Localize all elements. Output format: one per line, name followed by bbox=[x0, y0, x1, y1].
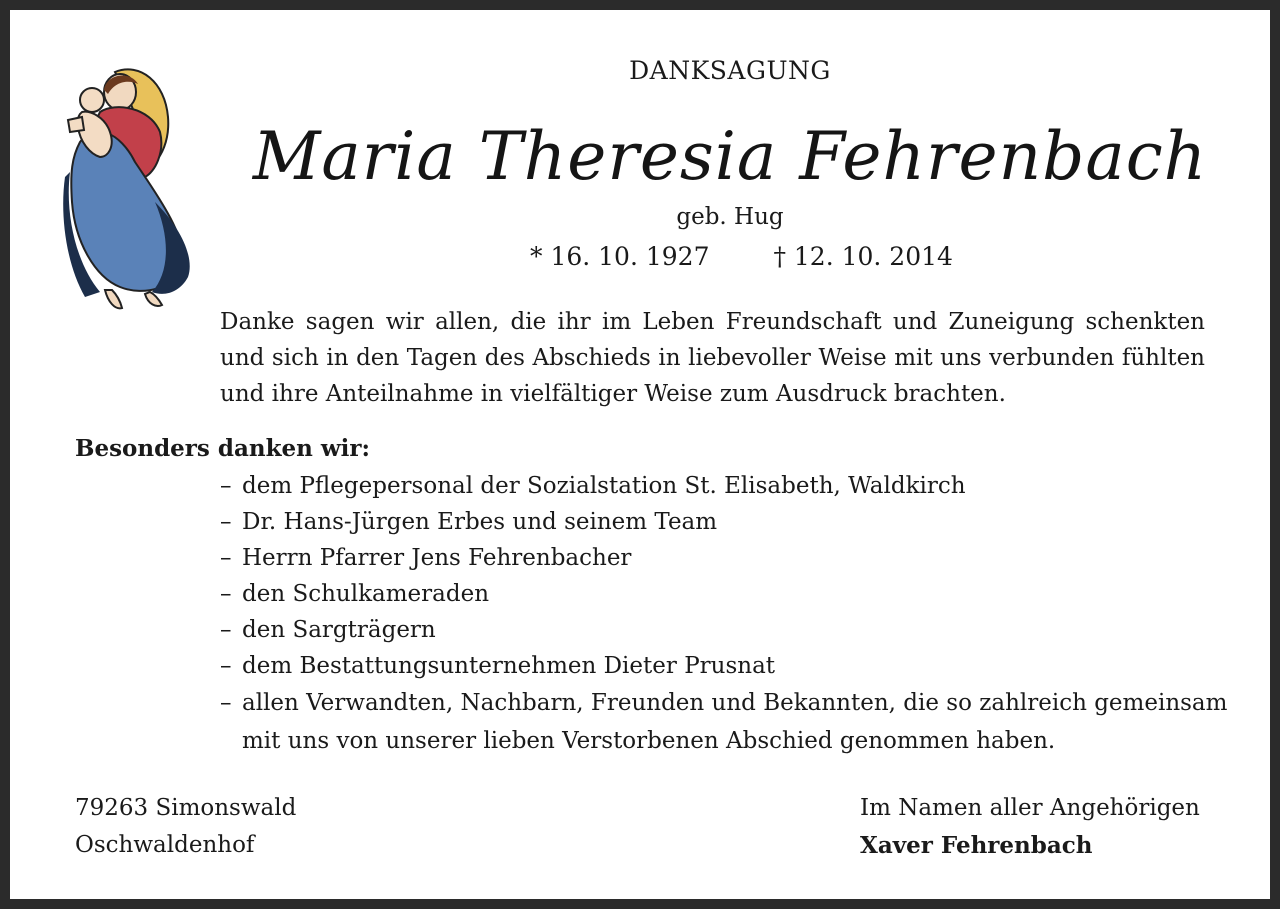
madonna-with-child-icon bbox=[60, 62, 200, 327]
list-item bbox=[220, 468, 1210, 504]
signer-name: Xaver Fehrenbach bbox=[860, 832, 1093, 859]
list-item-text: dem Pflegepersonal der Sozialstation St. Elisabeth, Waldkirch bbox=[242, 473, 966, 499]
list-item bbox=[220, 648, 1210, 684]
dash-marker: – bbox=[220, 581, 232, 607]
birth-name: geb. Hug bbox=[676, 204, 784, 230]
deceased-name: Maria Theresia Fehrenbach bbox=[252, 118, 1208, 195]
thanks-list bbox=[220, 468, 1228, 760]
dash-marker: – bbox=[220, 545, 232, 571]
intro-line: und sich in den Tagen des Abschieds in liebevoller Weise mit uns verbunden fühlten bbox=[220, 345, 1205, 371]
address-block bbox=[75, 790, 296, 864]
page-title: DANKSAGUNG bbox=[629, 56, 831, 85]
dash-marker: – bbox=[220, 617, 232, 643]
signature-line: Im Namen aller Angehörigen bbox=[860, 795, 1200, 821]
obituary-card bbox=[10, 10, 1270, 899]
birth-date: * 16. 10. 1927 bbox=[530, 242, 710, 271]
dash-marker: – bbox=[220, 653, 232, 679]
address-line: Oschwaldenhof bbox=[75, 832, 255, 858]
list-item-text: dem Bestattungsunternehmen Dieter Prusnat bbox=[242, 653, 776, 679]
list-item bbox=[220, 684, 1228, 760]
intro-line: und ihre Anteilnahme in vielfältiger Weise zum Ausdruck brachten. bbox=[220, 381, 1006, 407]
address-line: 79263 Simonswald bbox=[75, 795, 297, 821]
list-item bbox=[220, 612, 1210, 648]
list-item-text: Dr. Hans-Jürgen Erbes und seinem Team bbox=[242, 509, 718, 535]
intro-line: Danke sagen wir allen, die ihr im Leben Freundschaft und Zuneigung schenkten bbox=[220, 309, 1205, 335]
dash-marker: – bbox=[220, 473, 232, 499]
list-item bbox=[220, 576, 1210, 612]
list-item-text: den Schulkameraden bbox=[242, 581, 490, 607]
life-dates bbox=[530, 242, 953, 271]
list-item-text: Herrn Pfarrer Jens Fehrenbacher bbox=[242, 545, 632, 571]
signature-block bbox=[860, 790, 1200, 864]
dash-marker: – bbox=[220, 690, 232, 716]
list-item bbox=[220, 504, 1210, 540]
list-item-text: den Sargträgern bbox=[242, 617, 436, 643]
list-item-text: allen Verwandten, Nachbarn, Freunden und Bekannten, die so zahlreich gemeinsam bbox=[242, 690, 1228, 716]
list-item bbox=[220, 540, 1210, 576]
dash-marker: – bbox=[220, 509, 232, 535]
thanks-heading: Besonders danken wir: bbox=[75, 435, 371, 462]
intro-paragraph bbox=[220, 304, 1205, 412]
death-date: † 12. 10. 2014 bbox=[773, 242, 953, 271]
list-item-text: mit uns von unserer lieben Verstorbenen Abschied genommen haben. bbox=[242, 728, 1056, 754]
